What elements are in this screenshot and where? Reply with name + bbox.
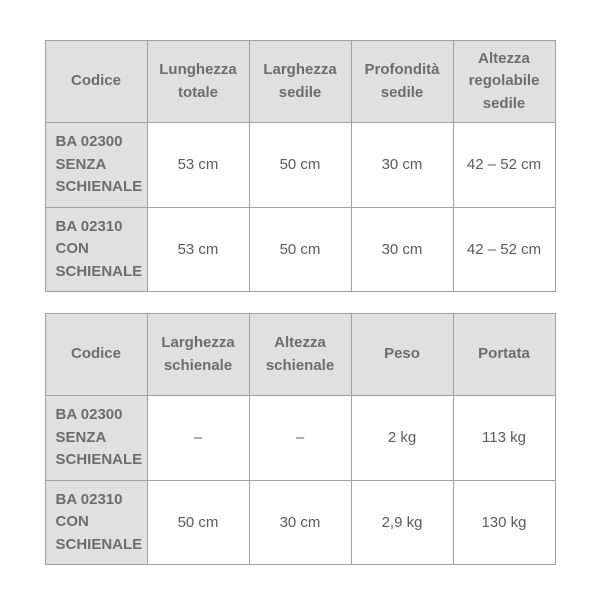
value-cell: 50 cm (249, 207, 351, 292)
header-row (45, 314, 555, 396)
code-cell: BA 02310 CON SCHIENALE (45, 480, 147, 565)
value-cell: 130 kg (453, 480, 555, 565)
value-cell: 30 cm (249, 480, 351, 565)
value-cell: 50 cm (249, 123, 351, 208)
value-cell: 42 – 52 cm (453, 123, 555, 208)
table-row (45, 480, 555, 565)
header-cell-codice: Codice (45, 314, 147, 396)
code-cell: BA 02300 SENZA SCHIENALE (45, 123, 147, 208)
value-cell: 2 kg (351, 396, 453, 481)
value-cell: 53 cm (147, 207, 249, 292)
value-cell: 30 cm (351, 207, 453, 292)
header-cell-larghezza-sedile: Larghezza sedile (249, 41, 351, 123)
value-cell: 42 – 52 cm (453, 207, 555, 292)
value-cell: – (147, 396, 249, 481)
value-cell: 30 cm (351, 123, 453, 208)
table-body (45, 396, 555, 565)
code-cell: BA 02300 SENZA SCHIENALE (45, 396, 147, 481)
table-header (45, 314, 555, 396)
value-cell: 50 cm (147, 480, 249, 565)
header-cell-larghezza-schienale: Larghezza schienale (147, 314, 249, 396)
header-cell-portata: Portata (453, 314, 555, 396)
code-cell: BA 02310 CON SCHIENALE (45, 207, 147, 292)
table-row (45, 207, 555, 292)
table-row (45, 123, 555, 208)
table-row (45, 396, 555, 481)
table-body (45, 123, 555, 292)
value-cell: 2,9 kg (351, 480, 453, 565)
table-header (45, 41, 555, 123)
seat-dimensions-table (45, 40, 556, 292)
backrest-weight-table (45, 313, 556, 565)
header-cell-codice: Codice (45, 41, 147, 123)
header-row (45, 41, 555, 123)
header-cell-profondita-sedile: Profondità sedile (351, 41, 453, 123)
header-cell-altezza-regolabile-sedile: Altezza regolabile sedile (453, 41, 555, 123)
value-cell: – (249, 396, 351, 481)
header-cell-lunghezza-totale: Lunghezza totale (147, 41, 249, 123)
header-cell-altezza-schienale: Altezza schienale (249, 314, 351, 396)
value-cell: 53 cm (147, 123, 249, 208)
value-cell: 113 kg (453, 396, 555, 481)
header-cell-peso: Peso (351, 314, 453, 396)
